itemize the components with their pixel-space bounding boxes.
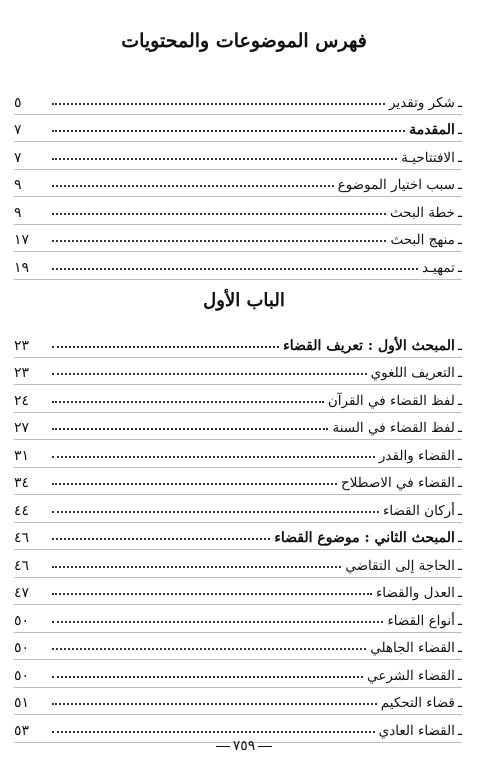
entry-dash: ـ <box>457 392 462 409</box>
dot-leader <box>52 234 386 242</box>
dot-leader <box>52 152 397 160</box>
toc-entry <box>14 358 462 386</box>
toc-entry-label: منهج البحث <box>390 232 455 248</box>
entry-dash: ـ <box>457 149 462 166</box>
toc-entry <box>14 523 462 551</box>
toc-entry <box>14 633 462 661</box>
entry-dash: ـ <box>457 204 462 221</box>
toc-entry-page: ١٧ <box>14 232 30 248</box>
toc-entry-page: ٤٦ <box>14 530 30 546</box>
entry-dash: ـ <box>457 640 462 656</box>
entry-dash: ـ <box>457 420 462 436</box>
entry-dash: ـ <box>457 447 462 464</box>
toc-entry-page: ٩ <box>14 204 22 221</box>
page-number: ٧٥٩ <box>232 738 256 754</box>
toc-entry-label: شكر وتقدير <box>388 94 455 111</box>
toc-entry-page: ٥ <box>14 94 22 111</box>
toc-entry-label: القضاء والقدر <box>378 447 455 464</box>
toc-entry-page: ٩ <box>14 177 22 193</box>
toc-entry-label: المقدمة <box>409 122 455 138</box>
dot-leader <box>52 367 367 375</box>
dot-leader <box>52 422 328 430</box>
dot-leader <box>52 505 379 513</box>
entry-dash: ـ <box>457 530 462 546</box>
toc-entry-label: سبب اختيار الموضوع <box>337 177 455 193</box>
dot-leader <box>52 262 418 270</box>
toc-entry <box>14 87 462 115</box>
section-title: الباب الأول <box>203 290 285 311</box>
dot-leader <box>52 179 334 187</box>
toc-entry-page: ١٩ <box>14 259 30 276</box>
dot-leader <box>52 725 375 733</box>
toc-entry-page: ٤٧ <box>14 585 30 601</box>
toc-entry <box>14 115 462 143</box>
dot-leader <box>52 207 386 215</box>
dot-leader <box>52 395 324 403</box>
toc-entry <box>14 605 462 633</box>
toc-entry-label: أنواع القضاء <box>387 612 455 629</box>
dot-leader <box>52 532 270 540</box>
toc-entry-page: ٣٤ <box>14 475 30 491</box>
entry-dash: ـ <box>457 667 462 684</box>
dot-leader <box>52 97 385 105</box>
footer-dash <box>216 746 230 747</box>
toc-entry-label: الافتتاحيـة <box>401 149 455 166</box>
entry-dash: ـ <box>457 612 462 629</box>
toc-entry-label: التعريف اللغوي <box>370 365 455 381</box>
toc-entry-page: ٥٣ <box>14 722 30 739</box>
toc-entry-page: ٢٣ <box>14 337 30 354</box>
entry-dash: ـ <box>457 695 462 711</box>
toc-entry-label: القضاء في الاصطلاح <box>340 475 455 491</box>
toc-entry-label: لفظ القضاء في القرآن <box>327 392 455 409</box>
entry-dash: ـ <box>457 232 462 248</box>
toc-entry <box>14 413 462 441</box>
entry-dash: ـ <box>457 94 462 111</box>
toc-entry <box>14 688 462 716</box>
toc-entry <box>14 197 462 225</box>
toc-entry-label: خطة البحث <box>390 204 455 221</box>
toc-entry-label: قضاء التحكيم <box>380 695 455 711</box>
toc-entry-page: ٥٠ <box>14 612 30 629</box>
toc-entry-label: لفظ القضاء في السنة <box>332 420 455 436</box>
entry-dash: ـ <box>457 337 462 354</box>
toc-entry-page: ٤٤ <box>14 502 30 519</box>
toc-entry <box>14 170 462 198</box>
dot-leader <box>52 642 366 650</box>
toc-entry-page: ٣١ <box>14 447 30 464</box>
toc-entry-page: ٥٠ <box>14 667 30 684</box>
toc-entry <box>14 252 462 280</box>
dot-leader <box>52 615 383 623</box>
toc-entry-page: ٤٦ <box>14 557 30 574</box>
dot-leader <box>52 124 405 132</box>
entry-dash: ـ <box>457 557 462 574</box>
entry-dash: ـ <box>457 585 462 601</box>
toc-entry-label: القضاء العادي <box>378 722 455 739</box>
entry-dash: ـ <box>457 122 462 138</box>
toc-entry-page: ٢٧ <box>14 420 30 436</box>
toc-entry-page: ٢٣ <box>14 365 30 381</box>
toc-entry-label: القضاء الشرعي <box>367 667 455 684</box>
toc-intro-list <box>14 87 462 280</box>
toc-entry <box>14 550 462 578</box>
toc-entry-page: ٥١ <box>14 695 30 711</box>
dot-leader <box>52 340 279 348</box>
toc-entry-label: المبحث الثاني : موضوع القضاء <box>274 530 455 546</box>
page-title: فهرس الموضوعات والمحتويات <box>121 30 367 52</box>
toc-entry-label: تمهيـد <box>421 259 455 276</box>
toc-entry-page: ٢٤ <box>14 392 30 409</box>
toc-entry-label: القضاء الجاهلي <box>370 640 455 656</box>
entry-dash: ـ <box>457 502 462 519</box>
toc-entry-label: المبحث الأول : تعريف القضاء <box>283 337 455 354</box>
toc-entry <box>14 330 462 358</box>
toc-entry-label: العدل والقضاء <box>375 585 455 601</box>
toc-entry <box>14 385 462 413</box>
toc-entry <box>14 468 462 496</box>
toc-entry-page: ٧ <box>14 122 22 138</box>
toc-entry-page: ٧ <box>14 149 22 166</box>
dot-leader <box>52 697 377 705</box>
entry-dash: ـ <box>457 722 462 739</box>
dot-leader <box>52 560 341 568</box>
entry-dash: ـ <box>457 177 462 193</box>
footer-dash <box>258 746 272 747</box>
page-footer <box>0 738 488 754</box>
entry-dash: ـ <box>457 259 462 276</box>
toc-entry-label: الحاجة إلى التقاضي <box>345 557 455 574</box>
toc-section-list <box>14 330 462 743</box>
toc-entry-label: أركان القضاء <box>383 502 455 519</box>
toc-entry <box>14 495 462 523</box>
entry-dash: ـ <box>457 365 462 381</box>
dot-leader <box>52 587 372 595</box>
dot-leader <box>52 477 337 485</box>
toc-entry <box>14 578 462 606</box>
dot-leader <box>52 670 363 678</box>
toc-entry <box>14 225 462 253</box>
toc-entry <box>14 660 462 688</box>
entry-dash: ـ <box>457 475 462 491</box>
toc-entry <box>14 142 462 170</box>
toc-entry <box>14 440 462 468</box>
toc-entry-page: ٥٠ <box>14 640 30 656</box>
dot-leader <box>52 450 375 458</box>
